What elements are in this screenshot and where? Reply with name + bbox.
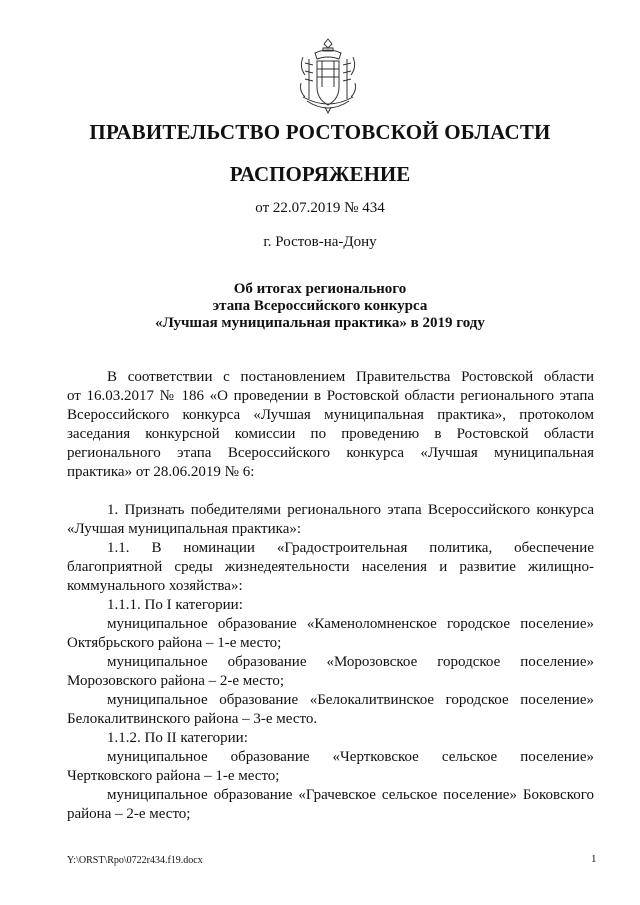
body-line: Белокалитвинского района – 3-е место. <box>67 711 318 727</box>
document-body <box>67 368 594 824</box>
body-line: муниципальное образование «Грачевское сельское поселение» Боковского <box>107 787 594 803</box>
body-line: 1.1.2. По II категории: <box>107 730 248 746</box>
body-line: муниципальное образование «Белокалитвинское городское поселение» <box>107 692 594 708</box>
body-line: муниципальное образование «Каменоломненское городское поселение» <box>107 616 594 632</box>
subject-line: «Лучшая муниципальная практика» в 2019 году <box>155 315 485 331</box>
body-line: муниципальное образование «Морозовское городское поселение» <box>107 654 594 670</box>
body-line: В соответствии с постановлением Правительства Ростовской области <box>107 369 594 385</box>
body-line: Всероссийского конкурса «Лучшая муниципальная практика», протоколом <box>67 407 594 423</box>
coat-of-arms-emblem <box>295 37 361 117</box>
document-subject <box>0 281 640 332</box>
organization-title: ПРАВИТЕЛЬСТВО РОСТОВСКОЙ ОБЛАСТИ <box>89 120 551 144</box>
body-line: благоприятной среды жизнедеятельности населения и развитие жилищно- <box>67 559 594 575</box>
body-line: от 16.03.2017 № 186 «О проведении в Ростовской области регионального этапа <box>67 388 594 404</box>
footer-file-path: Y:\ORST\Rpo\0722r434.f19.docx <box>67 855 203 866</box>
body-line: коммунального хозяйства»: <box>67 578 243 594</box>
body-line: Октябрьского района – 1-е место; <box>67 635 282 651</box>
body-line: 1.1. В номинации «Градостроительная политика, обеспечение <box>107 540 594 556</box>
body-line: «Лучшая муниципальная практика»: <box>67 521 302 537</box>
body-line: муниципальное образование «Чертковское сельское поселение» <box>107 749 594 765</box>
subject-line: Об итогах регионального <box>233 281 407 297</box>
body-line: Чертковского района – 1-е место; <box>67 768 280 784</box>
body-line: Морозовского района – 2-е место; <box>67 673 284 689</box>
body-line: района – 2-е место; <box>67 806 191 822</box>
body-line: регионального этапа Всероссийского конкурса «Лучшая муниципальная <box>67 445 594 461</box>
body-line: заседания конкурсной комиссии по проведению в Ростовской области <box>67 426 594 442</box>
document-date-number: от 22.07.2019 № 434 <box>255 200 385 216</box>
document-type-heading: РАСПОРЯЖЕНИЕ <box>229 162 411 186</box>
body-line: 1.1.1. По I категории: <box>107 597 243 613</box>
page-number: 1 <box>591 853 597 865</box>
body-line: 1. Признать победителями регионального этапа Всероссийского конкурса <box>107 502 594 518</box>
document-place: г. Ростов-на-Дону <box>263 234 377 250</box>
body-line: практика» от 28.06.2019 № 6: <box>67 464 255 480</box>
subject-line: этапа Всероссийского конкурса <box>212 298 428 314</box>
